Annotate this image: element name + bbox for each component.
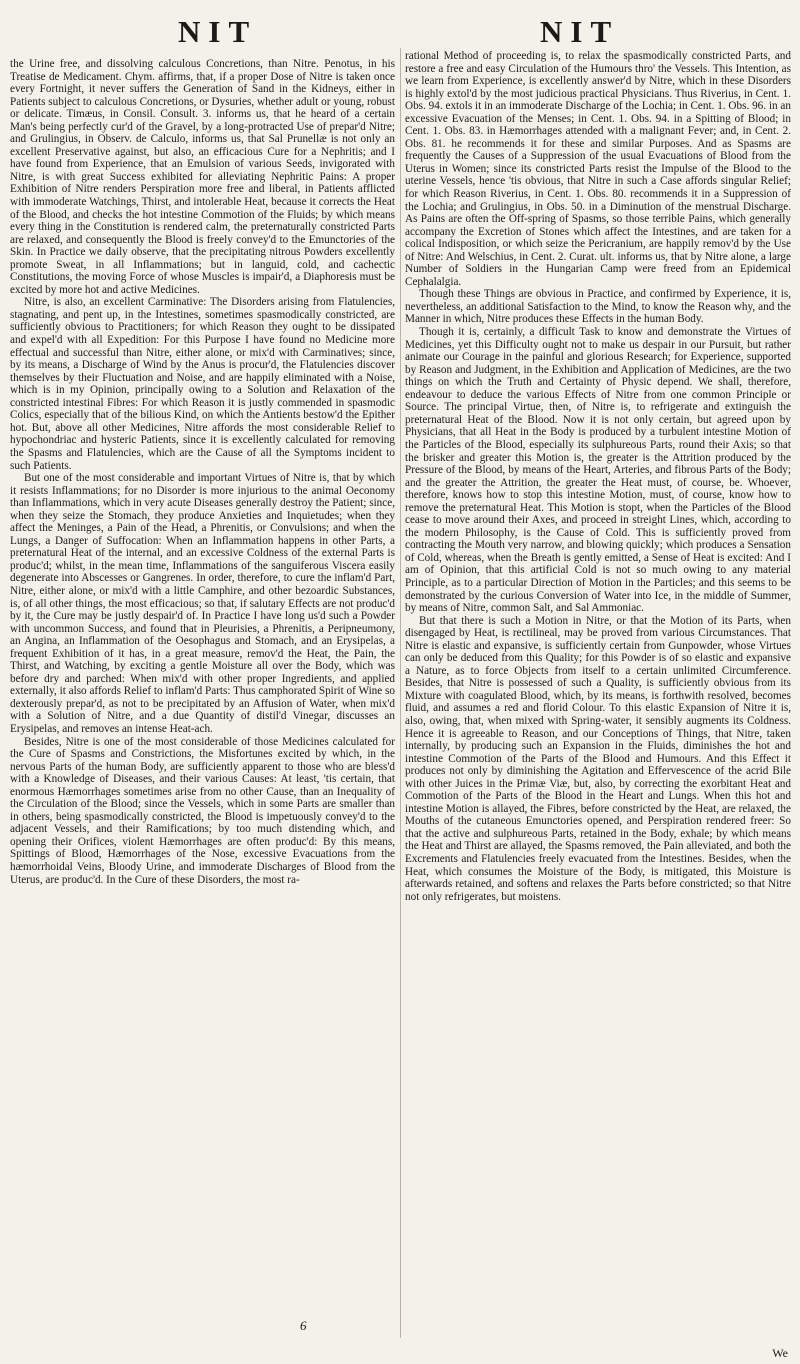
catchword: We <box>772 1346 788 1360</box>
left-paragraph-3: But one of the most considerable and important Virtues of Nitre is, that by which it resists Inflammations; for no Disorder is more injurious to the animal Oeconomy than Inflammations, which in very acute Diseases generally destroy the Patient; since, when they seize the Stomach, they produce Anxieties and Inquietudes; when they affect the Meninges, a Pain of the Head, a Phrenitis, or Convulsions; and when the Lungs, a Danger of Suffocation: When an Inflammation happens in other Parts, a preternatural Heat of the internal, and an excessive Coldness of the external Parts is produc'd; whilst, in the mean time, Inflammations of the sanguiferous Viscera easily degenerate into Abscesses or Gangrenes. In order, therefore, to cure the inflam'd Part, Nitre, either alone, or mix'd with a little Camphire, and other bezoardic Substances, is, of all other things, the most efficacious; so that, if salutary Effects are not produc'd by it, the Cure may be justly despair'd of. In Practice I have long us'd such a Powder with uncommon Success, and found that in Pleurisies, a Phrenitis, a Peripneumony, an Angina, an Inflammation of the Oesophagus and Stomach, and an Erysipelas, a frequent Exhibition of it has, in a great measure, remov'd the Heat, the Pain, the Thirst, and Watching, by exciting a gentle Moisture all over the Body, which was before dry and parched: When mix'd with other proper Ingredients, and applied externally, it also affords Relief to inflam'd Parts: Thus camphorated Spirit of Wine so dexterously prepar'd, as not to be precipitated by an Affusion of Water, when mix'd with a Solution of Nitre, and a due Quantity of distil'd Vinegar, discusses an Erysipelas, and removes an intense Heat-ach. <box>10 472 395 735</box>
right-column <box>405 50 791 1340</box>
right-paragraph-3: Though it is, certainly, a difficult Task to know and demonstrate the Virtues of Medicines, yet this Difficulty ought not to make us despair in our Pursuit, but rather animate our Courage in the painful and glorious Research; for Experience, supported by Reason and Judgment, in the Exhibition and Application of Medicines, are the two things on which the Truth and Certainty of Physic depend. We shall, therefore, endeavour to deduce the various Effects of Nitre from one common Principle or Source. The principal Virtue, then, of Nitre is, to refrigerate and extinguish the preternatural Heat of the Blood. Now it is not only certain, but agreed upon by Physicians, that all Heat in the Body is produced by a turbulent intestine Motion of the Particles of the Blood, especially its sulphureous Parts, round their Axis; so that the brisker and greater this Motion is, the greater is the Attrition produced by the Pressure of the Blood, by means of the Heart, Arteries, and fibrous Parts of the Body; and the greater the Attrition, the greater the Heat must, of course, be. Whoever, therefore, knows how to stop this intestine Motion, must, of course, know how to remove the preternatural Heat. This Motion is stopt, when the Particles of the Blood cease to move around their Axes, and proceed in streight Lines, which, according to the modern Philosophy, is the Cause of Cold. This is sufficiently proved from contracting the Mouth very narrow, and blowing quickly; which produces a Sensation of Cold, whereas, when the Breath is gently emitted, a Sense of Heat is excited: And I am of Opinion, that this artificial Cold is not so much owing to any material Principle, as to a particular Direction of Motion in the Particles; and this seems to be demonstrated by the curious Conversion of Water into Ice, in the middle of Summer, by means of Nitre, common Salt, and Sal Ammoniac. <box>405 326 791 615</box>
left-paragraph-2: Nitre, is also, an excellent Carminative: The Disorders arising from Flatulencies, stagnating, and pent up, in the Intestines, sometimes spasmodically constricted, are sufficiently obvious to Practitioners; for which Reason they ought to be dissipated and expel'd with all Expedition: For this Purpose I have found no Medicine more effectual and successful than Nitre, either alone, or mix'd with Carminatives; since, by its means, a Discharge of Wind by the Anus is procur'd, the Flatulencies discover themselves by their Fluctuation and Noise, and are happily eliminated with a Noise, which is in my Opinion, principally owing to a Solution and Relaxation of the constricted intestinal Fibres: For which Reason it is justly commended in spasmodic Colics, especially that of the bilious Kind, on which the Antients bestow'd the Epither hot. But, above all other Medicines, Nitre affords the most considerable Relief to hypochondriac and hysteric Patients, since it is excellently calculated for removing the Spasms and Flatulencies, which are the Cause of all the Symptoms incident to such Patients. <box>10 296 395 472</box>
column-divider <box>400 48 401 1338</box>
page-number: 6 <box>300 1318 307 1333</box>
right-paragraph-4: But that there is such a Motion in Nitre, or that the Motion of its Parts, when disengaged by Heat, is rectilineal, may be proved from various Circumstances. That Nitre is elastic and expansive, is sufficiently certain from Gunpowder, whose Virtues can only be deduced from this Quality; for this Powder is of so elastic and expansive a Nature, as to force Objects from itself to a certain unlimited Circumference. Besides, that Nitre is possessed of such a Quality, is sufficiently obvious from its Mixture with coagulated Blood, which, by its means, is forthwith resolved, becomes fluid, and assumes a red and florid Colour. To this elastic Expansion of Nitre it is, also, owing, that, when mixed with Spring-water, it sensibly augments its Coldness. Hence it is agreeable to Reason, and our Conceptions of Things, that Nitre, taken internally, by producing such an Expansion in the Fluids, diminishes the hot and intestine Commotion of the Parts of the Blood and Humours. And this Effect it produces not only by diminishing the Agitation and Effervescence of the acrid Bile with other Juices in the Primæ Viæ, but, also, by correcting the exorbitant Heat and Commotion of the Parts of the Blood in the Heart and Lungs. When this hot and intestine Motion is allayed, the Fibres, before constricted by the Heat, are relaxed, the Mouths of the cutaneous Emunctories opened, and Perspiration rendered freer: So that the active and sulphureous Parts, retained in the Body, exhale; by which means the Heat and Thirst are allayed, the Spasms removed, the Pain alleviated, and both the Excrements and Flatulencies freely evacuated from the Intestines. Besides, when the Heat, which consumes the Moisture of the Body, is mitigated, this Moisture is afterwards retained, and softens and relaxes the Parts before constricted; so that Nitre not only refrigerates, but moistens. <box>405 614 791 903</box>
left-column <box>10 58 395 1338</box>
running-head-left: NIT <box>178 14 258 49</box>
right-paragraph-1: rational Method of proceeding is, to relax the spasmodically constricted Parts, and restore a free and easy Circulation of the Humours thro' the Vessels. This Intention, as we learn from Experience, is excellently answer'd by Nitre, which in these Disorders is highly extol'd by the most judicious practical Physicians. Thus Riverius, in Cent. 1. Obs. 94. extols it in an immoderate Discharge of the Lochia; in Cent. 1. Obs. 96. in an excessive Evacuation of the Menses; in Cent. 1. Obs. 94. in a Spitting of Blood; in Cent. 1. Obs. 83. in Hæmorrhages attended with a malignant Fever; and, in Cent. 2. Obs. 81. he recommends it for these and similar Purposes. And as Spasms are frequently the Causes of a Suppression of the usual Evacuations of Blood from the Uterus in Women; since its constricted Parts resist the Impulse of the Blood to the uterine Vessels, hence 'tis obvious, that Nitre in such a Case affords singular Relief; for which Reason Riverius, in Cent. 1. Obs. 80. recommends it in a Suppression of the Lochia; and Grulingius, in Obs. 50. in a Diminution of the menstrual Discharge. As Pains are often the Off-spring of Spasms, so those terrible Pains, which generally accompany the Excretion of Stones which affect the Intestines, and are taken for a colical Indisposition, or which seize the Pericranium, are happily remov'd by the Use of Nitre: And Welschius, in Cent. 2. Curat. ult. informs us, that by Nitre alone, a large Number of Soldiers in the Hungarian Camp were freed from an Epidemical Cephalalgia. <box>405 50 791 288</box>
right-paragraph-2: Though these Things are obvious in Practice, and confirmed by Experience, it is, nevertheless, an additional Satisfaction to the Mind, to know the Reason why, and the Manner in which, Nitre produces these Effects in the human Body. <box>405 288 791 326</box>
left-paragraph-1: the Urine free, and dissolving calculous Concretions, than Nitre. Penotus, in his Treatise de Medicament. Chym. affirms, that, if a proper Dose of Nitre is taken once every Fortnight, it never suffers the Generation of Sand in the Kidneys, either in Patients subject to calculous Concretions, or Dysuries, whether adult or young, robust or delicate. Timæus, in Consil. Consult. 3. informs us, that he heard of a certain Man's being perfectly cur'd of the Gravel, by a long-protracted Use of prepar'd Nitre; and Grulingius, in Observ. de Calculo, informs us, that Sal Prunellæ is not only an excellent Preservative against, but also, an efficacious Cure for a Nephritis; and I have found from Experience, that an Emulsion of various Seeds, invigorated with Nitre, is with great Success exhibited for alleviating Nephritic Pains: A proper Exhibition of Nitre renders Perspiration more free and liberal, in Patients afflicted with immoderate Watchings, Thirst, and intolerable Heat, because it corrects the Heat of the Blood, and checks the hot intestine Commotion of the Fluids; by which means every thing in the Constitution is rendered calm, the preternaturally constricted Parts are relaxed, and consequently the Blood is freely convey'd to the Emunctories of the Skin. In Practice we daily observe, that the precipitating nitrous Powders excellently promote Sweat, in all Inflammations; but in languid, cold, and cachectic Constitutions, the moving Force of whose Muscles is impair'd, a Diaphoresis must be excited by more hot and active Medicines. <box>10 58 395 296</box>
running-head-right: NIT <box>540 14 620 49</box>
left-paragraph-4: Besides, Nitre is one of the most considerable of those Medicines calculated for the Cure of Spasms and Constrictions, the Misfortunes excited by which, in the nervous Parts of the human Body, are sufficiently apparent to those who are bless'd with a Knowledge of Diseases, and their various Causes: At least, 'tis certain, that enormous Hæmorrhages sometimes arise from no other Cause, than an Inequality of the Circulation of the Blood; since the Vessels, which in some Parts are smaller than in others, being spasmodically constricted, the Blood is impetuously convey'd to the adjacent Vessels, and their Ramifications; by too much distending which, and opening their Orifices, violent Hæmorrhages are often produc'd: By this means, Spittings of Blood, Hæmorrhages of the Nose, excessive Evacuations from the hæmorrhoidal Veins, Bloody Urine, and immoderate Discharges of Blood from the Uterus, are produc'd. In the Cure of these Disorders, the most ra- <box>10 735 395 886</box>
